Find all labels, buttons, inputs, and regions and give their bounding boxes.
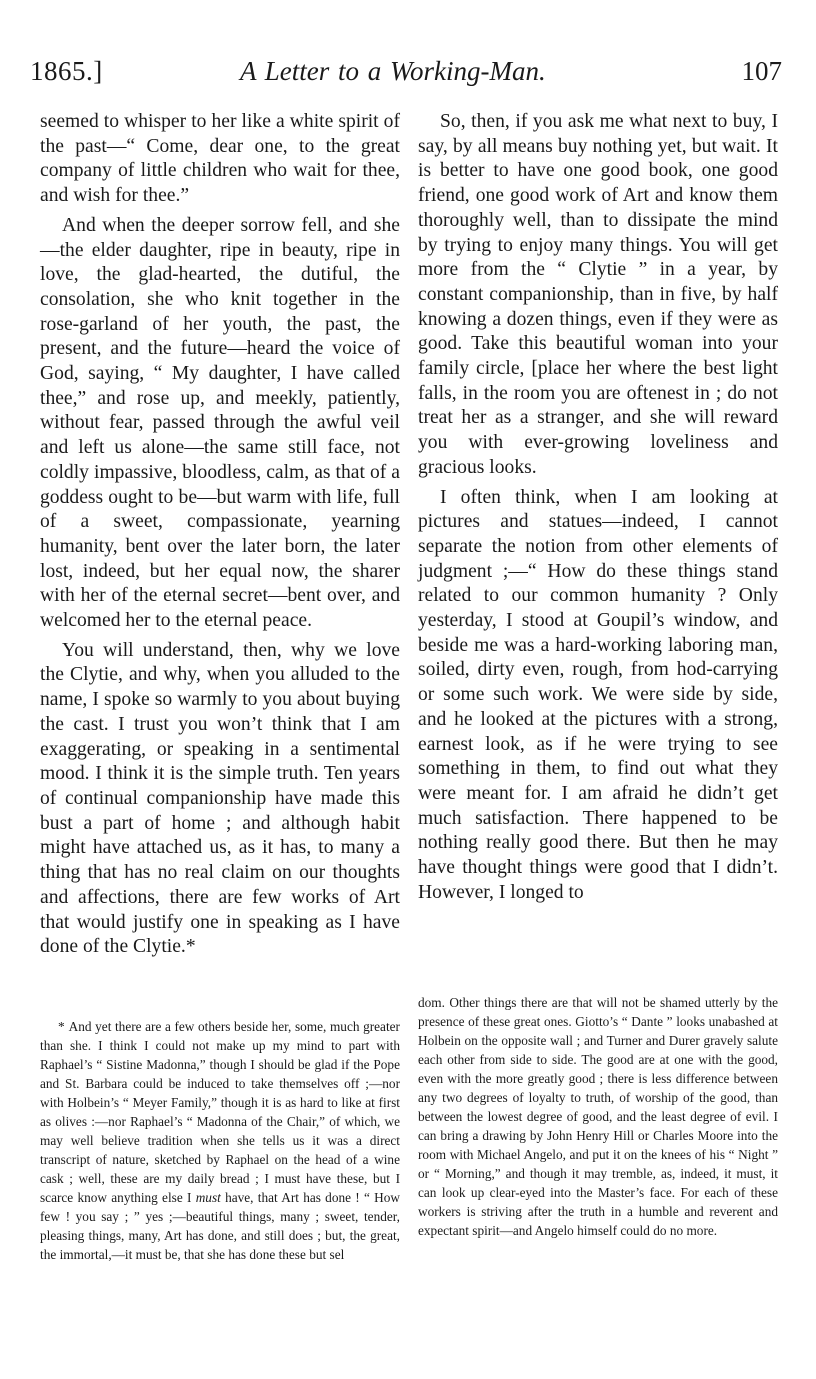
paragraph: So, then, if you ask me what next to buy, I say, by all means buy nothing yet, but wait. It is better to have one good book, one good friend, one good work of Art and know them thoroughly well, than to dissipate the mind by trying to enjoy many things. You will get more from the “ Clytie ” in a year, by constant companionship, than in five, by half knowing a dozen things, even if they were as good. Take this beautiful woman into your family circle, [place her where the best light falls, in the room you are oftenest in ; do not treat her as a stranger, and she will reward you with ever-growing loveliness and gracious looks.	[418, 111, 778, 478]
page-number: 107	[741, 56, 782, 86]
paragraph: And when the deeper sorrow fell, and she—the elder daughter, ripe in beauty, ripe in love, the glad-hearted, the dutiful, the consolation, she who knit together in the rose-garland of her youth, the past, the present, and the future—heard the voice of God, saying, “ My daughter, I have called thee,” and rose up, and meekly, patiently, without fear, passed through the awful veil and left us alone—the same still face, not coldly impassive, bloodless, calm, as that of a goddess ought to be—but warm with life, full of a sweet, compassionate, yearning humanity, bent over the later born, the later lost, indeed, but her equal now, the sharer with her of the eternal secret—bent over, and welcomed her to the eternal peace.	[40, 214, 400, 632]
footnote-left	[40, 1017, 400, 1264]
right-column	[418, 110, 778, 906]
footnote-right	[418, 993, 778, 1240]
paragraph: You will understand, then, why we love the Clytie, and why, when you alluded to the name, I spoke so warmly to you about buying the cast. I trust you won’t think that I am exaggerating, or speaking in a sentimental mood. I think it is the simple truth. Ten years of continual companionship have made this bust a part of home ; and although habit might have attached us, as it has, to many a thing that has no real claim on our thoughts and affections, there are few works of Art that would justify one in speaking as I have done of the Clytie.*	[40, 639, 400, 958]
footnote-text-part: And yet there are a few others beside her, some, much greater than she. I think I could not make up my mind to part with Raphael’s “ Sistine Madonna,” though I should be glad if the Pope and St. Barbara could be induced to take themselves off ;—nor with Holbein’s “ Meyer Family,” though it is as hard to like at first as olives :—nor Raphael’s “ Madonna of the Chair,” of which, we may well believe tradition when she tells us it was a direct transcript of nature, sketched by Raphael on the head of a wine cask ; well, these are my daily bread ; I must have these, but I scarce know anything else I	[40, 1019, 400, 1205]
footnote-text-part: have, that Art has done ! “ How few ! you say ; ” yes ;—beautiful things, many ; sweet, tender, pleasing things, many, Art has done, and still does ; but, the great, the immortal,—it must be, that she has done these but sel	[40, 1190, 400, 1262]
footnote-continuation: dom. Other things there are that will not be shamed utterly by the presence of these great ones. Giotto’s “ Dante ” looks unabashed at Holbein on the opposite wall ; and Turner and Durer gravely salute each other from side to side. The good are at one with the good, even with the more greatly good ; there is less difference between any two degrees of loyalty to truth, of worship of the good, than between the lowest degree of good, and the least degree of evil. I can bring a drawing by John Henry Hill or Charles Moore into the room with Michael Angelo, and put it on the knees of his “ Night ” or “ Morning,” and though it may tremble, as, indeed, it must, it can look up clear-eyed into the Master’s face. For each of these workers is striving after the truth in a humble and reverent and expectant spirit—and Angelo himself could do no more.	[418, 995, 778, 1238]
footnote-marker: *	[58, 1019, 65, 1034]
footnote-text	[40, 1017, 400, 1264]
running-header	[30, 56, 782, 96]
paragraph: seemed to whisper to her like a white spirit of the past—“ Come, dear one, to the great company of little children who wait for thee, and wish for thee.”	[40, 111, 400, 207]
header-title: A Letter to a Working-Man.	[240, 56, 546, 86]
left-column	[40, 110, 400, 960]
header-year: 1865.]	[30, 56, 103, 86]
footnote-italic-word: must	[195, 1190, 221, 1205]
paragraph: I often think, when I am looking at pictures and statues—indeed, I cannot separate the notion from other elements of judgment ;—“ How do these things stand related to our common humanity ? Only yesterday, I stood at Goupil’s window, and beside me was a hard-working laboring man, soiled, dirty even, rough, from hod-carrying or some such work. We were side by side, and he looked at the pictures with a strong, earnest look, as if he were trying to see something in them, to find out what they were meant for. I am afraid he didn’t get much satisfaction. There happened to be nothing really good there. But then he may have thought things were good that I didn’t. However, I longed to	[418, 486, 778, 903]
